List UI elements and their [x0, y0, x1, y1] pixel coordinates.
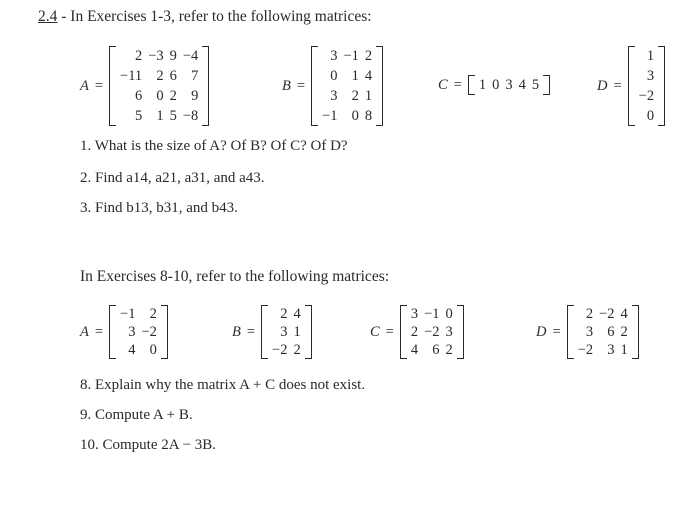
matrix-entry: −1 [424, 306, 440, 322]
matrix-entry: 3 [410, 306, 419, 322]
matrix-row [117, 341, 160, 359]
matrix-entry: 1 [620, 342, 628, 358]
matrix-label: D [536, 323, 547, 340]
matrix-label: C [370, 323, 380, 340]
matrix-entry: 6 [432, 342, 440, 358]
matrix-C2: C = 3 −1 0 2 −2 3 4 6 2 [370, 305, 464, 359]
matrix-label: B [282, 77, 291, 94]
matrix-entry: 3 [585, 324, 594, 340]
matrix-entry: −2 [577, 342, 594, 358]
question-2: 2. Find a14, a21, a31, and a43. [80, 170, 265, 186]
matrix-entry: 2 [351, 88, 359, 104]
intro-text-1: In Exercises 1-3, refer to the following matrices: [70, 8, 372, 25]
matrix-row [408, 305, 456, 323]
matrix-entry: 3 [280, 324, 288, 340]
matrix-entry: 3 [128, 324, 136, 340]
matrix-row [117, 66, 201, 86]
matrix-entry: 0 [492, 77, 500, 93]
matrix-entry: −2 [599, 306, 615, 322]
matrix-row [319, 46, 375, 66]
matrix-entry: −8 [182, 108, 199, 124]
matrix-row [117, 106, 201, 126]
question-3: 3. Find b13, b31, and b43. [80, 200, 238, 216]
matrix-entry: 0 [646, 108, 655, 124]
matrix-entry: 4 [128, 342, 136, 358]
matrix-body [117, 46, 201, 126]
matrix-label: C [438, 76, 448, 93]
matrix-body [319, 46, 375, 126]
matrix-row [408, 323, 456, 341]
matrix-D1: D = 1 3 −2 0 [597, 46, 665, 126]
matrix-row [319, 86, 375, 106]
matrix-entry: 0 [330, 68, 338, 84]
matrix-A1: A = 2 −3 9 −4 −11 2 6 7 6 0 2 9 5 1 5 −8 [80, 46, 209, 126]
matrix-entry: −1 [120, 306, 136, 322]
matrix-entry: −2 [424, 324, 440, 340]
matrix-row [575, 323, 631, 341]
matrix-entry: 1 [478, 77, 487, 93]
matrix-entry: 2 [585, 306, 594, 322]
matrix-entry: 2 [169, 88, 177, 104]
matrix-entry: 2 [149, 306, 157, 322]
matrix-entry: 9 [169, 48, 177, 64]
matrix-body [117, 305, 160, 359]
matrix-row [636, 106, 657, 126]
matrix-entry: 4 [364, 68, 373, 84]
matrix-label: A [80, 323, 89, 340]
matrix-entry: 0 [445, 306, 453, 322]
matrix-row [636, 66, 657, 86]
matrix-C1: C = 1 0 3 4 5 [438, 75, 550, 95]
matrix-body [408, 305, 456, 359]
matrix-row [117, 323, 160, 341]
exercise-header-1 [38, 8, 372, 26]
matrix-entry: 3 [445, 324, 453, 340]
matrix-entry: 2 [134, 48, 143, 64]
matrix-body [575, 305, 631, 359]
matrix-row [408, 341, 456, 359]
matrix-entry: 4 [518, 77, 526, 93]
matrix-entry: −2 [141, 324, 157, 340]
question-9: 9. Compute A + B. [80, 407, 193, 423]
matrix-body [269, 305, 304, 359]
matrix-entry: −2 [272, 342, 288, 358]
matrix-row [319, 106, 375, 126]
matrix-entry: 2 [293, 342, 301, 358]
matrix-entry: 2 [410, 324, 419, 340]
section-separator: - [57, 8, 71, 25]
matrix-entry: −1 [343, 48, 359, 64]
matrix-entry: 3 [505, 77, 513, 93]
matrix-entry: 3 [607, 342, 615, 358]
question-10: 10. Compute 2A − 3B. [80, 437, 216, 453]
matrix-entry: 7 [191, 68, 199, 84]
question-1: 1. What is the size of A? Of B? Of C? Of D? [80, 138, 348, 154]
matrix-B1: B = 3 −1 2 0 1 4 3 2 1 −1 0 8 [282, 46, 383, 126]
matrix-row [269, 305, 304, 323]
matrix-entry: 5 [134, 108, 143, 124]
matrix-entry: 1 [646, 48, 655, 64]
matrix-entry: 2 [364, 48, 373, 64]
matrix-entry: 6 [134, 88, 143, 104]
matrix-entry: 0 [351, 108, 359, 124]
matrix-entry: 0 [156, 88, 164, 104]
matrix-row [476, 75, 542, 95]
matrix-row [575, 305, 631, 323]
matrix-label: A [80, 77, 89, 94]
matrix-body [476, 75, 542, 95]
matrix-row [636, 86, 657, 106]
matrix-entry: 3 [330, 88, 338, 104]
matrix-entry: 5 [531, 77, 540, 93]
matrix-entry: 2 [156, 68, 164, 84]
matrix-label: D [597, 77, 608, 94]
matrix-entry: 1 [156, 108, 164, 124]
matrix-entry: 6 [607, 324, 615, 340]
matrix-B2: B = 2 4 3 1 −2 2 [232, 305, 312, 359]
matrix-entry: −1 [322, 108, 338, 124]
matrix-entry: 4 [620, 306, 628, 322]
matrix-row [269, 341, 304, 359]
matrix-entry: 0 [149, 342, 157, 358]
matrix-entry: 2 [280, 306, 288, 322]
matrix-D2: D = 2 −2 4 3 6 2 −2 3 1 [536, 305, 639, 359]
matrix-entry: 6 [169, 68, 177, 84]
matrix-row [319, 66, 375, 86]
matrix-entry: −3 [148, 48, 164, 64]
matrix-label: B [232, 323, 241, 340]
matrix-row [269, 323, 304, 341]
matrix-row [117, 305, 160, 323]
matrix-entry: 4 [293, 306, 301, 322]
matrix-entry: 9 [191, 88, 199, 104]
matrix-row [636, 46, 657, 66]
matrix-entry: −4 [182, 48, 199, 64]
section-number: 2.4 [38, 8, 58, 25]
matrix-entry: 1 [351, 68, 359, 84]
matrix-entry: 2 [445, 342, 453, 358]
matrix-A2: A = −1 2 3 −2 4 0 [80, 305, 168, 359]
matrix-entry: −2 [638, 88, 655, 104]
matrix-entry: 3 [330, 48, 338, 64]
matrix-entry: 1 [364, 88, 373, 104]
matrix-entry: 4 [410, 342, 419, 358]
matrix-entry: 3 [646, 68, 655, 84]
matrix-row [575, 341, 631, 359]
exercise-header-2: In Exercises 8-10, refer to the following matrices: [80, 268, 390, 285]
matrix-body [636, 46, 657, 126]
matrix-entry: 5 [169, 108, 177, 124]
matrix-entry: 2 [620, 324, 628, 340]
matrix-entry: 8 [364, 108, 373, 124]
matrix-row [117, 46, 201, 66]
matrix-entry: 1 [293, 324, 301, 340]
matrix-entry: −11 [120, 68, 143, 84]
matrix-row [117, 86, 201, 106]
question-8: 8. Explain why the matrix A + C does not exist. [80, 377, 366, 393]
